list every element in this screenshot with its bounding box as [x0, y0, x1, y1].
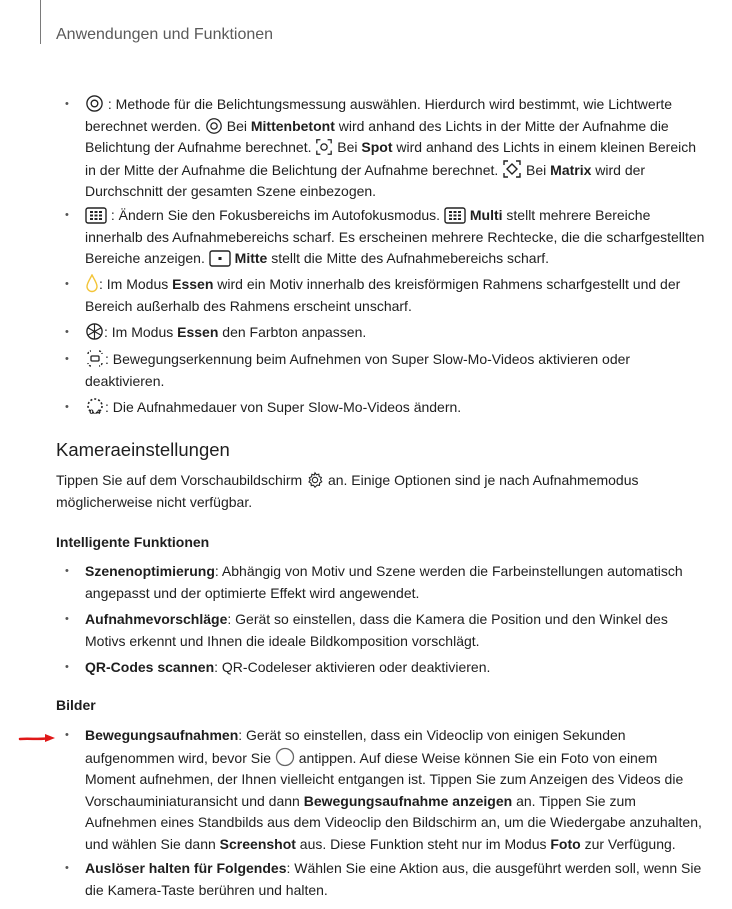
- pictures-heading: Bilder: [56, 697, 96, 713]
- matrix-icon: [502, 159, 522, 179]
- center-label: Mitte: [234, 250, 268, 266]
- metering-bullet: • : Methode für die Belichtungsmessung auswählen. Hierdurch wird bestimmt, wie Lichtwerte berechnet werden. Bei Mittenbetont wird anhand des Lichts in der Mitte der Aufnahme die Belichtung der Aufnahme berechnet. Bei Spot wird anhand des Lichts in einem kleinen Bereich in der Mitte der Aufnahme die Belichtung der Aufnahme berechnet. Bei Matrix wird der Durchschnitt der gesamten Szene einbezogen.: [85, 94, 705, 203]
- focus-area-bullet: • : Ändern Sie den Fokusbereichs im Autofokusmodus. Multi stellt mehrere Bereiche innerhalb des Aufnahmebereichs scharf. Es erscheinen mehrere Rechtecke, die die scharfgestellten Bereiche anzeigen. Mitte stellt die Mitte des Aufnahmebereichs scharf.: [85, 205, 705, 270]
- food-mode-label-2: Essen: [177, 324, 219, 340]
- page-margin-line: [40, 0, 41, 44]
- food-mode-label: Essen: [172, 276, 214, 292]
- droplet-icon: [85, 274, 99, 293]
- section-intro: Tippen Sie auf dem Vorschaubildschirm an. Einige Optionen sind je nach Aufnahmemodus möglicherweise nicht verfügbar.: [56, 472, 639, 510]
- motion-photos-item: • Bewegungsaufnahmen: Gerät so einstellen, dass ein Videoclip von einigen Sekunden aufgenommen wird, bevor Sie antippen. Auf diese Weise können Sie ein Foto von einem Moment aufnehmen, der Ihnen vielleicht entgangen ist. Tippen Sie zum Anzeigen des Videos die Vorschauminiaturansicht und dann Bewegungsaufnahme anzeigen an. Tippen Sie zum Aufnehmen eines Standbilds aus dem Videoclip den Bildschirm an, um die Wiedergabe anzuhalten, und wählen Sie dann Screenshot aus. Diese Funktion steht nur im Modus Foto zur Verfügung.: [85, 725, 705, 855]
- spot-icon: [315, 138, 333, 156]
- motion-detection-icon: [85, 349, 105, 368]
- duration-bullet: [85, 397, 705, 419]
- color-tone-icon: [85, 322, 104, 341]
- multi-icon: [444, 207, 466, 224]
- scene-optimizer-item: • Szenenoptimierung: Abhängig von Motiv und Szene werden die Farbeinstellungen automatisch angepasst und der optimierte Effekt wird angewendet.: [85, 561, 705, 604]
- page-header: Anwendungen und Funktionen: [56, 26, 274, 43]
- matrix-label: Matrix: [550, 161, 592, 178]
- duration-icon-label: • 0.4: [89, 408, 101, 416]
- shot-suggestions-item: • Aufnahmevorschläge: Gerät so einstellen, dass die Kamera die Position und den Winkel des Motivs erkennt und Ihnen die ideale Bildkomposition vorschlägt.: [85, 609, 705, 652]
- intelligent-functions-heading: Intelligente Funktionen: [56, 534, 210, 550]
- focus-area-text: : Ändern Sie den Fokusbereichs im Autofokusmodus.: [110, 207, 441, 223]
- duration-text: : Die Aufnahmedauer von Super Slow-Mo-Videos ändern.: [105, 399, 462, 415]
- hold-shutter-item: • Auslöser halten für Folgendes: Wählen Sie eine Aktion aus, die ausgeführt werden soll, wenn Sie die Kamera-Taste berühren und halten.: [85, 858, 705, 901]
- food-focus-bullet: • : Im Modus Essen wird ein Motiv innerhalb des kreisförmigen Rahmens scharfgestellt und der Bereich außerhalb des Rahmens erscheint unscharf.: [85, 274, 705, 317]
- multi-focus-icon: [85, 207, 107, 224]
- settings-gear-icon: [306, 471, 324, 489]
- center-weighted-icon: [205, 117, 223, 135]
- color-tone-bullet: • : Im Modus Essen den Farbton anpassen.: [85, 322, 705, 344]
- duration-icon: [85, 397, 105, 416]
- shutter-button-icon: [275, 747, 295, 767]
- qr-codes-item: • QR-Codes scannen: QR-Codeleser aktivieren oder deaktivieren.: [85, 657, 705, 679]
- center-weighted-label: Mittenbetont: [250, 117, 335, 134]
- red-arrow-annotation: [18, 731, 58, 745]
- metering-text: : Methode für die Belichtungsmessung auswählen. Hierdurch wird bestimmt, wie Lichtwerte berechnet werden.: [85, 96, 673, 134]
- motion-detection-bullet: [85, 349, 705, 392]
- spot-label: Spot: [361, 139, 393, 155]
- metering-icon: [85, 94, 104, 113]
- motion-detection-text: : Bewegungserkennung beim Aufnehmen von Super Slow-Mo-Videos aktivieren oder deaktivieren.: [85, 351, 631, 389]
- section-title: Kameraeinstellungen: [56, 439, 230, 460]
- multi-label: Multi: [469, 207, 503, 223]
- center-focus-icon: [209, 250, 231, 267]
